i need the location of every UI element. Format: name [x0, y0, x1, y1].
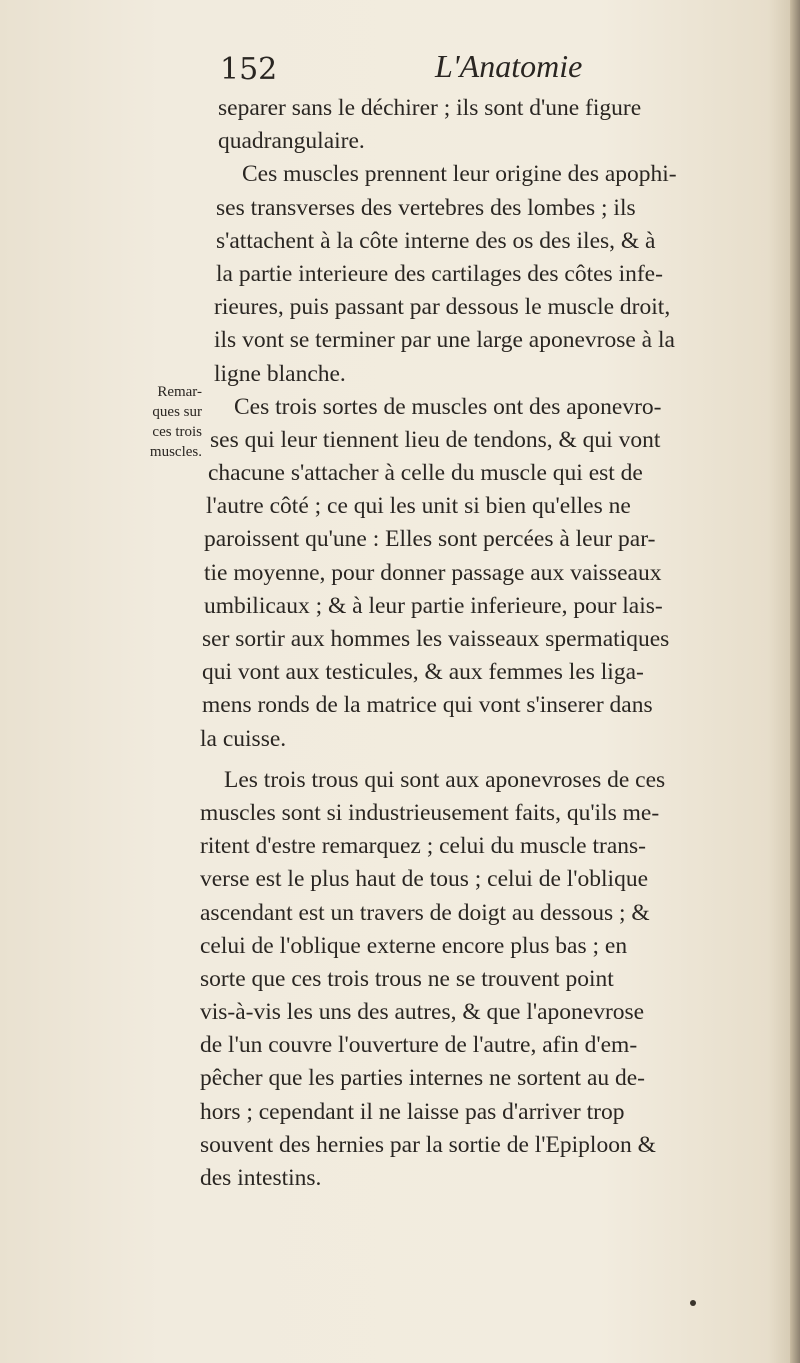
text-line: quadrangulaire.: [218, 128, 365, 155]
text-line: s'attachent à la côte interne des os des iles, & à: [216, 227, 656, 254]
text-line: ses qui leur tiennent lieu de tendons, & qui vont: [210, 426, 661, 453]
text-line: separer sans le déchirer ; ils sont d'une figure: [218, 95, 642, 121]
text-line: vis-à-vis les uns des autres, & que l'aponevrose: [200, 999, 645, 1026]
margin-note-line: Remar-: [157, 384, 202, 400]
text-line: qui vont aux testicules, & aux femmes les liga-: [202, 659, 644, 686]
text-line: la cuisse.: [200, 725, 287, 752]
page-number: 152: [220, 52, 278, 87]
text-line: de l'un couvre l'ouverture de l'autre, afin d'em-: [200, 1032, 638, 1059]
text-line: ritent d'estre remarquez ; celui du muscle trans-: [200, 833, 646, 860]
text-line: pêcher que les parties internes ne sortent au de-: [200, 1065, 646, 1092]
text-line: ascendant est un travers de doigt au dessous ; &: [200, 899, 650, 926]
text-line: Ces muscles prennent leur origine des apophi-: [242, 161, 677, 188]
running-title: L'Anatomie: [435, 48, 583, 84]
margin-note-line: muscles.: [149, 444, 202, 460]
margin-note: [110, 382, 202, 462]
text-line: ligne blanche.: [214, 360, 346, 387]
text-line: chacune s'attacher à celle du muscle qui est de: [208, 460, 643, 487]
margin-note-line: ques sur: [152, 404, 202, 420]
text-line: souvent des hernies par la sortie de l'Epiploon &: [200, 1131, 656, 1158]
text-line: Ces trois sortes de muscles ont des aponevro-: [234, 393, 662, 420]
page-spine-shadow: [790, 0, 800, 1363]
text-line: l'autre côté ; ce qui les unit si bien qu'elles ne: [206, 493, 631, 520]
text-line: verse est le plus haut de tous ; celui de l'oblique: [200, 866, 649, 893]
text-line: la partie interieure des cartilages des côtes infe-: [216, 260, 663, 287]
text-line: ser sortir aux hommes les vaisseaux spermatiques: [202, 626, 670, 652]
text-line: ils vont se terminer par une large aponevrose à la: [214, 327, 675, 354]
margin-note-line: ces trois: [152, 424, 202, 440]
body-text: [200, 92, 765, 1195]
text-line: ses transverses des vertebres des lombes ; ils: [216, 194, 636, 221]
text-line: umbilicaux ; & à leur partie inferieure, pour lais-: [204, 592, 663, 619]
ink-dot: [690, 1300, 696, 1306]
page-header: [220, 48, 780, 92]
text-line: mens ronds de la matrice qui vont s'inserer dans: [202, 692, 653, 719]
text-line: Les trois trous qui sont aux aponevroses de ces: [224, 766, 666, 793]
text-line: paroissent qu'une : Elles sont percées à leur par-: [204, 526, 656, 553]
text-line: muscles sont si industrieusement faits, qu'ils me-: [200, 799, 660, 826]
text-line: tie moyenne, pour donner passage aux vaisseaux: [204, 559, 662, 586]
text-line: rieures, puis passant par dessous le muscle droit,: [214, 294, 671, 321]
text-line: hors ; cependant il ne laisse pas d'arriver trop: [200, 1098, 625, 1125]
text-line: celui de l'oblique externe encore plus bas ; en: [200, 932, 628, 959]
text-line: des intestins.: [200, 1165, 322, 1191]
text-line: sorte que ces trois trous ne se trouvent point: [200, 965, 614, 992]
